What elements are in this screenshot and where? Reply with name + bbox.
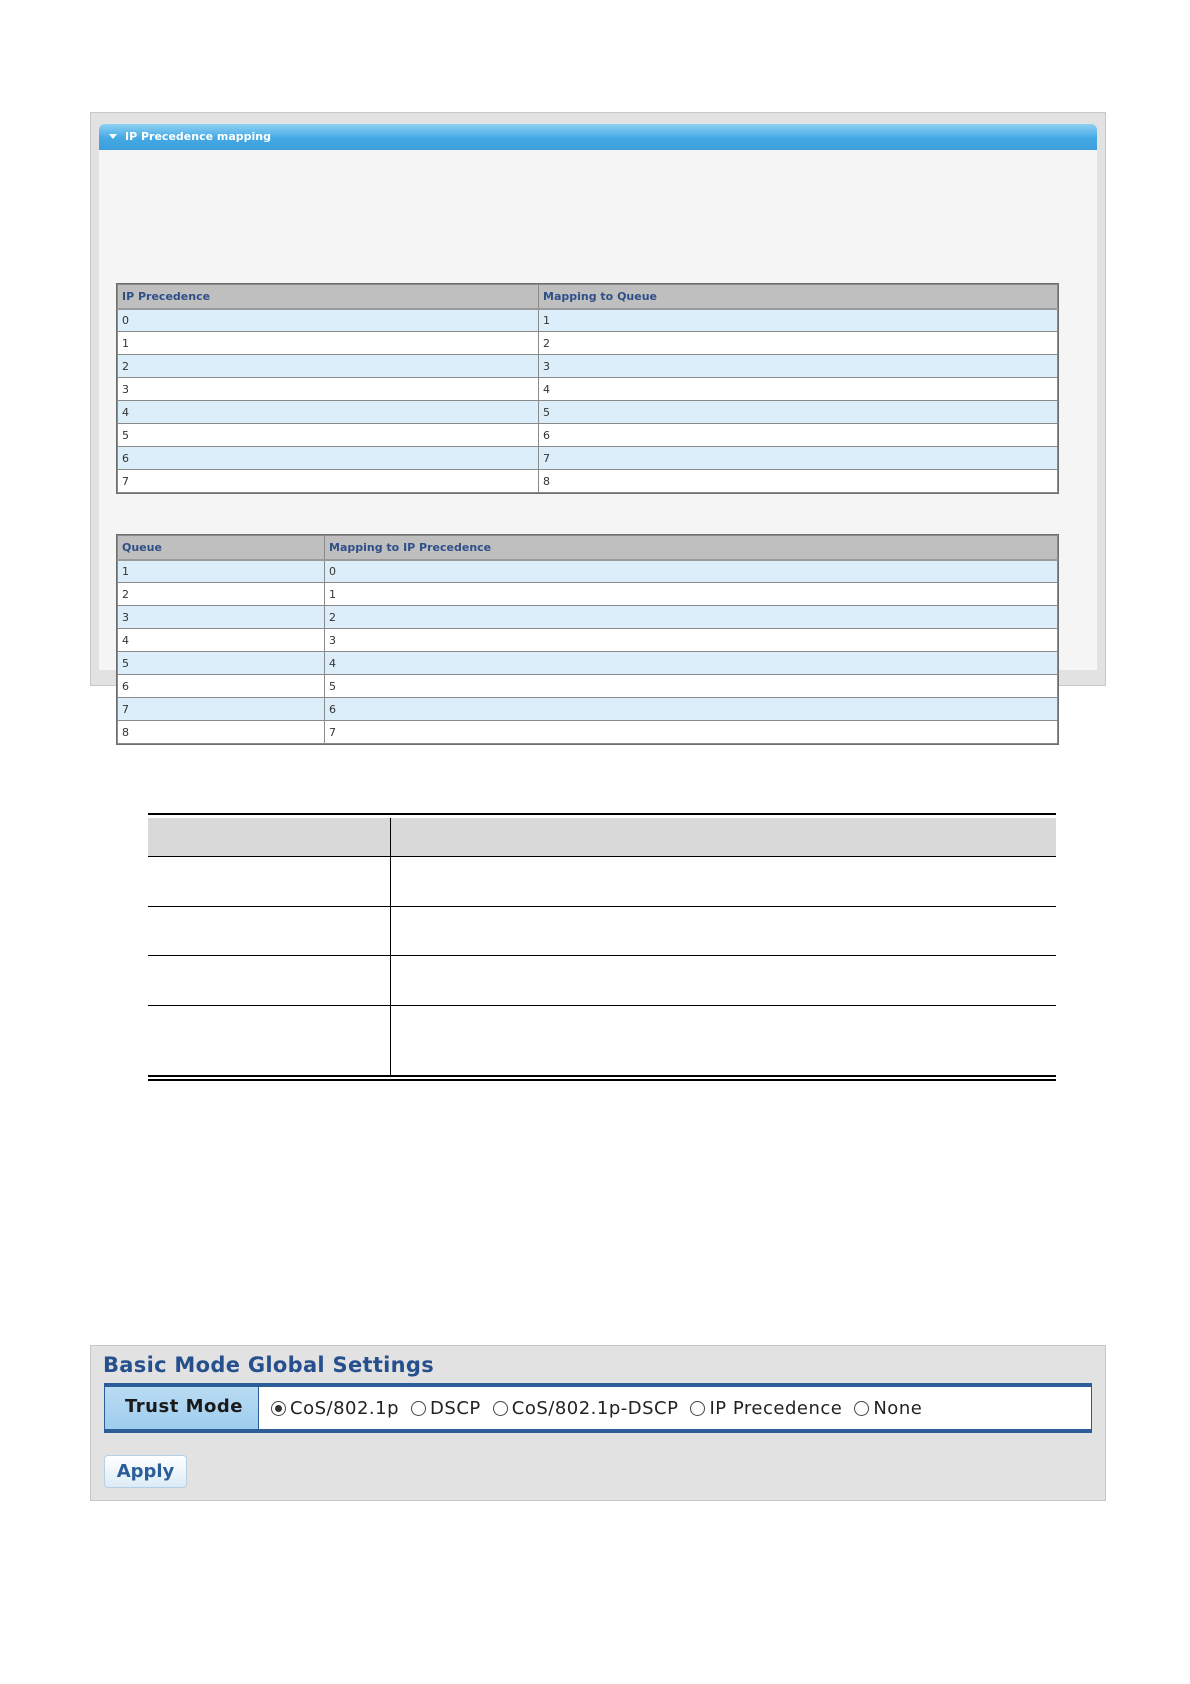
table-row (118, 675, 1058, 698)
table-rule (148, 1075, 1056, 1077)
table-row (118, 652, 1058, 675)
table-row (118, 447, 1058, 470)
option-label: IP Precedence (709, 1397, 843, 1419)
table-cell: 1 (118, 332, 539, 355)
apply-button[interactable]: Apply (104, 1455, 187, 1488)
table-cell: 7 (118, 470, 539, 493)
table-row (118, 629, 1058, 652)
description-table (148, 813, 1056, 1081)
column-header-mapping-to-ip-precedence: Mapping to IP Precedence (325, 536, 1058, 560)
table-cell: 5 (118, 424, 539, 447)
table-cell: 4 (325, 652, 1058, 675)
table-cell: 6 (539, 424, 1058, 447)
table-cell: 3 (118, 606, 325, 629)
radio-button[interactable] (854, 1401, 869, 1416)
table-cell: 3 (539, 355, 1058, 378)
table-cell: 1 (325, 583, 1058, 606)
table-rule (148, 813, 1056, 815)
ip-precedence-to-queue-table (117, 284, 1058, 493)
trust-mode-label: Trust Mode (105, 1387, 259, 1429)
table-cell: 5 (118, 652, 325, 675)
collapse-triangle-icon[interactable] (109, 134, 117, 139)
table-cell: 6 (118, 675, 325, 698)
table-cell: 2 (118, 583, 325, 606)
table-row (118, 401, 1058, 424)
table-cell: 2 (118, 355, 539, 378)
description-table-header (148, 818, 1056, 856)
queue-to-ip-precedence-table (117, 535, 1058, 744)
table-cell: 8 (118, 721, 325, 744)
trust-mode-option-ip-precedence[interactable] (690, 1398, 842, 1419)
table-cell: 3 (325, 629, 1058, 652)
table-cell: 0 (118, 309, 539, 332)
trust-mode-option-dscp[interactable] (411, 1398, 481, 1419)
table-cell: 6 (325, 698, 1058, 721)
table-cell: 0 (325, 560, 1058, 583)
column-header-mapping-to-queue: Mapping to Queue (539, 285, 1058, 309)
radio-button[interactable] (271, 1401, 286, 1416)
table-cell: 7 (539, 447, 1058, 470)
column-header-queue: Queue (118, 536, 325, 560)
table-row (118, 606, 1058, 629)
radio-button[interactable] (493, 1401, 508, 1416)
row-divider (148, 1005, 1056, 1006)
table-cell: 7 (325, 721, 1058, 744)
ip-precedence-panel (90, 112, 1106, 739)
trust-mode-options (271, 1387, 934, 1429)
trust-mode-row (104, 1383, 1092, 1433)
radio-button[interactable] (411, 1401, 426, 1416)
table-cell: 2 (325, 606, 1058, 629)
table-row (118, 332, 1058, 355)
option-label: None (873, 1397, 923, 1419)
table-rule (148, 1079, 1056, 1081)
option-label: CoS/802.1p-DSCP (511, 1397, 679, 1419)
section-title: Basic Mode Global Settings (103, 1353, 435, 1377)
panel-header[interactable] (99, 124, 1097, 150)
table-row (118, 698, 1058, 721)
table-cell: 5 (325, 675, 1058, 698)
table-row (118, 583, 1058, 606)
table-row (118, 721, 1058, 744)
option-label: CoS/802.1p (290, 1397, 400, 1419)
table-row (118, 424, 1058, 447)
table-row (118, 378, 1058, 401)
table-cell: 4 (118, 629, 325, 652)
table-cell: 4 (118, 401, 539, 424)
trust-mode-option-none[interactable] (854, 1398, 922, 1419)
table-cell: 6 (118, 447, 539, 470)
table-cell: 1 (118, 560, 325, 583)
trust-mode-option-cos-802-1p[interactable] (271, 1398, 399, 1419)
table-cell: 1 (539, 309, 1058, 332)
table-cell: 8 (539, 470, 1058, 493)
row-divider (148, 856, 1056, 857)
table-row (118, 470, 1058, 493)
table-row (118, 560, 1058, 583)
radio-button[interactable] (690, 1401, 705, 1416)
table-cell: 4 (539, 378, 1058, 401)
option-label: DSCP (430, 1397, 481, 1419)
table-row (118, 355, 1058, 378)
table-row (118, 309, 1058, 332)
row-divider (148, 955, 1056, 956)
trust-mode-option-cos-802-1p-dscp[interactable] (493, 1398, 679, 1419)
table-cell: 7 (118, 698, 325, 721)
table-cell: 5 (539, 401, 1058, 424)
column-header-ip-precedence: IP Precedence (118, 285, 539, 309)
table-cell: 2 (539, 332, 1058, 355)
row-divider (148, 906, 1056, 907)
basic-mode-global-settings-panel (90, 1345, 1106, 1501)
panel-title: IP Precedence mapping (125, 130, 271, 143)
table-cell: 3 (118, 378, 539, 401)
